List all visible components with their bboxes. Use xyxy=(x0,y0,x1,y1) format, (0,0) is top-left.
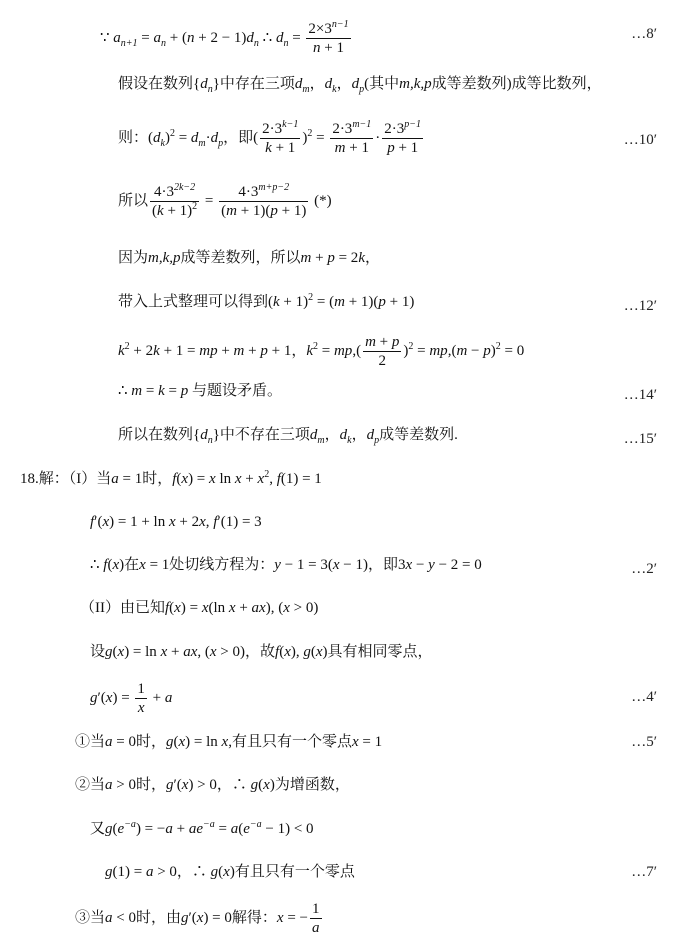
solution-line: ∴ f(x)在x = 1处切线方程为：y − 1 = 3(x − 1)，即3x − y − 2 = 0 xyxy=(90,557,482,573)
solution-line: ∴ m = k = p 与题设矛盾。 xyxy=(118,383,283,399)
score-mark: …10′ xyxy=(623,132,657,148)
solution-line: ①当a = 0时，g(x) = ln x,有且只有一个零点x = 1 xyxy=(75,734,383,750)
solution-line: f′(x) = 1 + ln x + 2x, f′(1) = 3 xyxy=(90,514,262,530)
solution-line: 所以 $\frac{4\cdot 3^{2k-2}}{(k + 1)^2}$ = $\frac{4\cdot 3^{m+p-2}}{(m + 1)(p + 1)}$ (*) xyxy=(118,182,332,219)
solution-line: 因为m,k,p成等差数列，所以m + p = 2k， xyxy=(118,250,380,266)
score-mark: …5′ xyxy=(631,734,657,750)
score-mark: …4′ xyxy=(631,689,657,705)
solution-line: 假设在数列$\{d_n\}$中存在三项$d_m$，$d_k$，$d_p$(其中m,k,p成等差数列)成等比数列， xyxy=(118,76,602,95)
solution-line: 所以在数列$\{d_n\}$中不存在三项$d_m$，$d_k$，$d_p$成等差数列. xyxy=(118,427,458,446)
solution-line: （II）由已知f(x) = x(ln x + ax), (x > 0) xyxy=(80,600,319,616)
solution-line: 则：$(d_k)^2 = d_m\cdot d_p$，即( $\frac{2\cdot 3^{k-1}}{k + 1}$ )$^2$ = $\frac{2\cdot 3^{m-1}}{m + 1}$ · $\frac{2\cdot 3^{p-1}}{p + 1}$ xyxy=(118,119,422,156)
solution-line: ②当a > 0时，g′(x) > 0，∴ g(x)为增函数， xyxy=(75,777,350,793)
solution-line: 18.解：（I）当a = 1时，f(x) = x $\ln x + x^2$, f(1) = 1 xyxy=(20,469,322,487)
solution-line: 设g(x) = ln x + ax, (x > 0)，故f(x), g(x)具有相同零点， xyxy=(90,644,433,660)
score-mark: …15′ xyxy=(623,431,657,447)
solution-line: ∵ $a_{n+1} = a_n + (n + 2 - 1)d_n$ ∴ $d_n$ = $\frac{2\times 3^{n-1}}{n + 1}$ xyxy=(100,19,349,56)
score-mark: …8′ xyxy=(631,26,657,42)
solution-line: 又$g(e^{-a}) = -a + ae^{-a} = a(e^{-a} - 1) < 0$ xyxy=(90,819,314,837)
score-mark: …2′ xyxy=(631,561,657,577)
solution-line: 带入上式整理可以得到$(k + 1)^2 = (m + 1)(p + 1)$ xyxy=(118,292,415,310)
score-mark: …7′ xyxy=(631,864,657,880)
solution-line: g′(x) = $\frac{1}{x}$ + a xyxy=(90,681,173,716)
solution-line: ③当a < 0时，由g′(x) = 0解得：x = − $\frac{1}{a}$ xyxy=(75,901,320,936)
solution-line: g(1) = a > 0，∴ g(x)有且只有一个零点 xyxy=(105,864,355,880)
solution-line: $k^2 + 2k + 1$ = mp + m + p + 1，$k^2 = mp$,( $\frac{m + p}{2}$ )$^2 = mp,(m - p)^2 = 0$ xyxy=(118,334,525,369)
score-mark: …14′ xyxy=(623,387,657,403)
score-mark: …12′ xyxy=(623,298,657,314)
